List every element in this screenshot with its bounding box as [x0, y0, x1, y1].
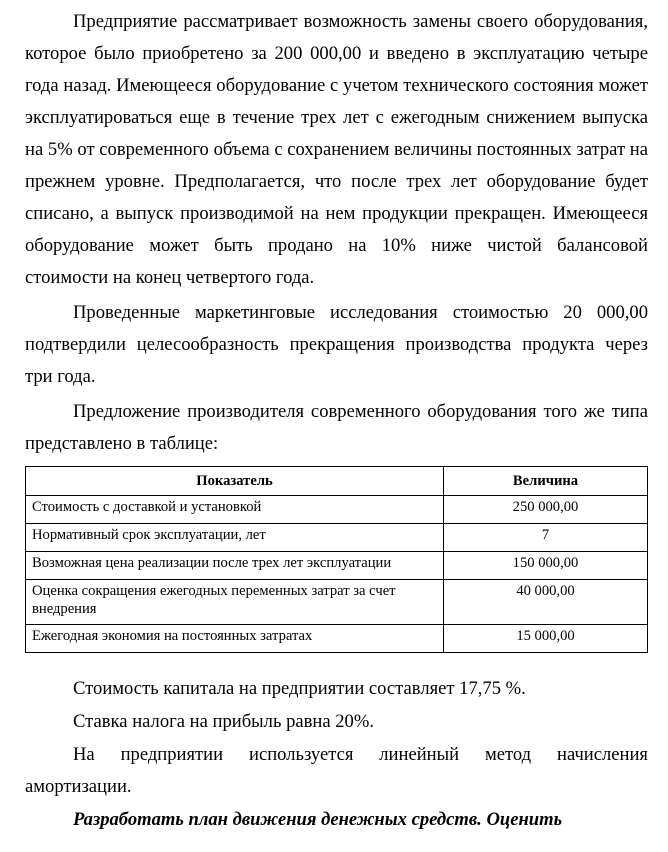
row-name: Возможная цена реализации после трех лет эксплуатации: [26, 552, 444, 580]
depreciation-paragraph: На предприятии используется линейный метод начисления амортизации.: [25, 744, 648, 797]
intro-paragraph: Предприятие рассматривает возможность замены своего оборудования, которое было приобретено за 200 000,00 и введено в эксплуатацию четыре года назад. Имеющееся оборудование с учетом технического состояния может эксплуатироваться еще в течение трех лет с ежегодным снижением выпуска на 5% от современного объема с сохранением величины постоянных затрат на прежнем уровне. Предполагается, что после трех лет оборудование будет списано, а выпуск производимой на нем продукции прекращен. Имеющееся оборудование может быть продано на 10% ниже чистой балансовой стоимости на конец четвертого года.: [25, 11, 648, 288]
capital-cost-paragraph: Стоимость капитала на предприятии составляет 17,75 %.: [73, 678, 526, 699]
document-page: [25, 0, 648, 836]
row-value: 7: [444, 524, 648, 552]
table-row: [26, 496, 648, 524]
table-row: [26, 580, 648, 625]
table-row: [26, 625, 648, 653]
header-value: Величина: [444, 467, 648, 496]
row-name: Ежегодная экономия на постоянных затратах: [26, 625, 444, 653]
table-row: [26, 552, 648, 580]
row-value: 40 000,00: [444, 580, 648, 625]
row-value: 250 000,00: [444, 496, 648, 524]
table-header-row: [26, 467, 648, 496]
row-value: 15 000,00: [444, 625, 648, 653]
row-name: Стоимость с доставкой и установкой: [26, 496, 444, 524]
offer-paragraph: Предложение производителя современного оборудования того же типа представлено в таблице:: [25, 401, 648, 454]
row-name: Нормативный срок эксплуатации, лет: [26, 524, 444, 552]
tax-rate-paragraph: Ставка налога на прибыль равна 20%.: [73, 711, 374, 732]
offer-table: [25, 466, 648, 653]
table-row: [26, 524, 648, 552]
row-name: Оценка сокращения ежегодных переменных затрат за счет внедрения: [26, 580, 444, 625]
offer-table-container: [25, 466, 648, 653]
row-value: 150 000,00: [444, 552, 648, 580]
task-paragraph: Разработать план движения денежных средств. Оценить: [73, 809, 563, 830]
header-indicator: Показатель: [26, 467, 444, 496]
marketing-paragraph: Проведенные маркетинговые исследования стоимостью 20 000,00 подтвердили целесообразность прекращения производства продукта через три года.: [25, 302, 648, 387]
